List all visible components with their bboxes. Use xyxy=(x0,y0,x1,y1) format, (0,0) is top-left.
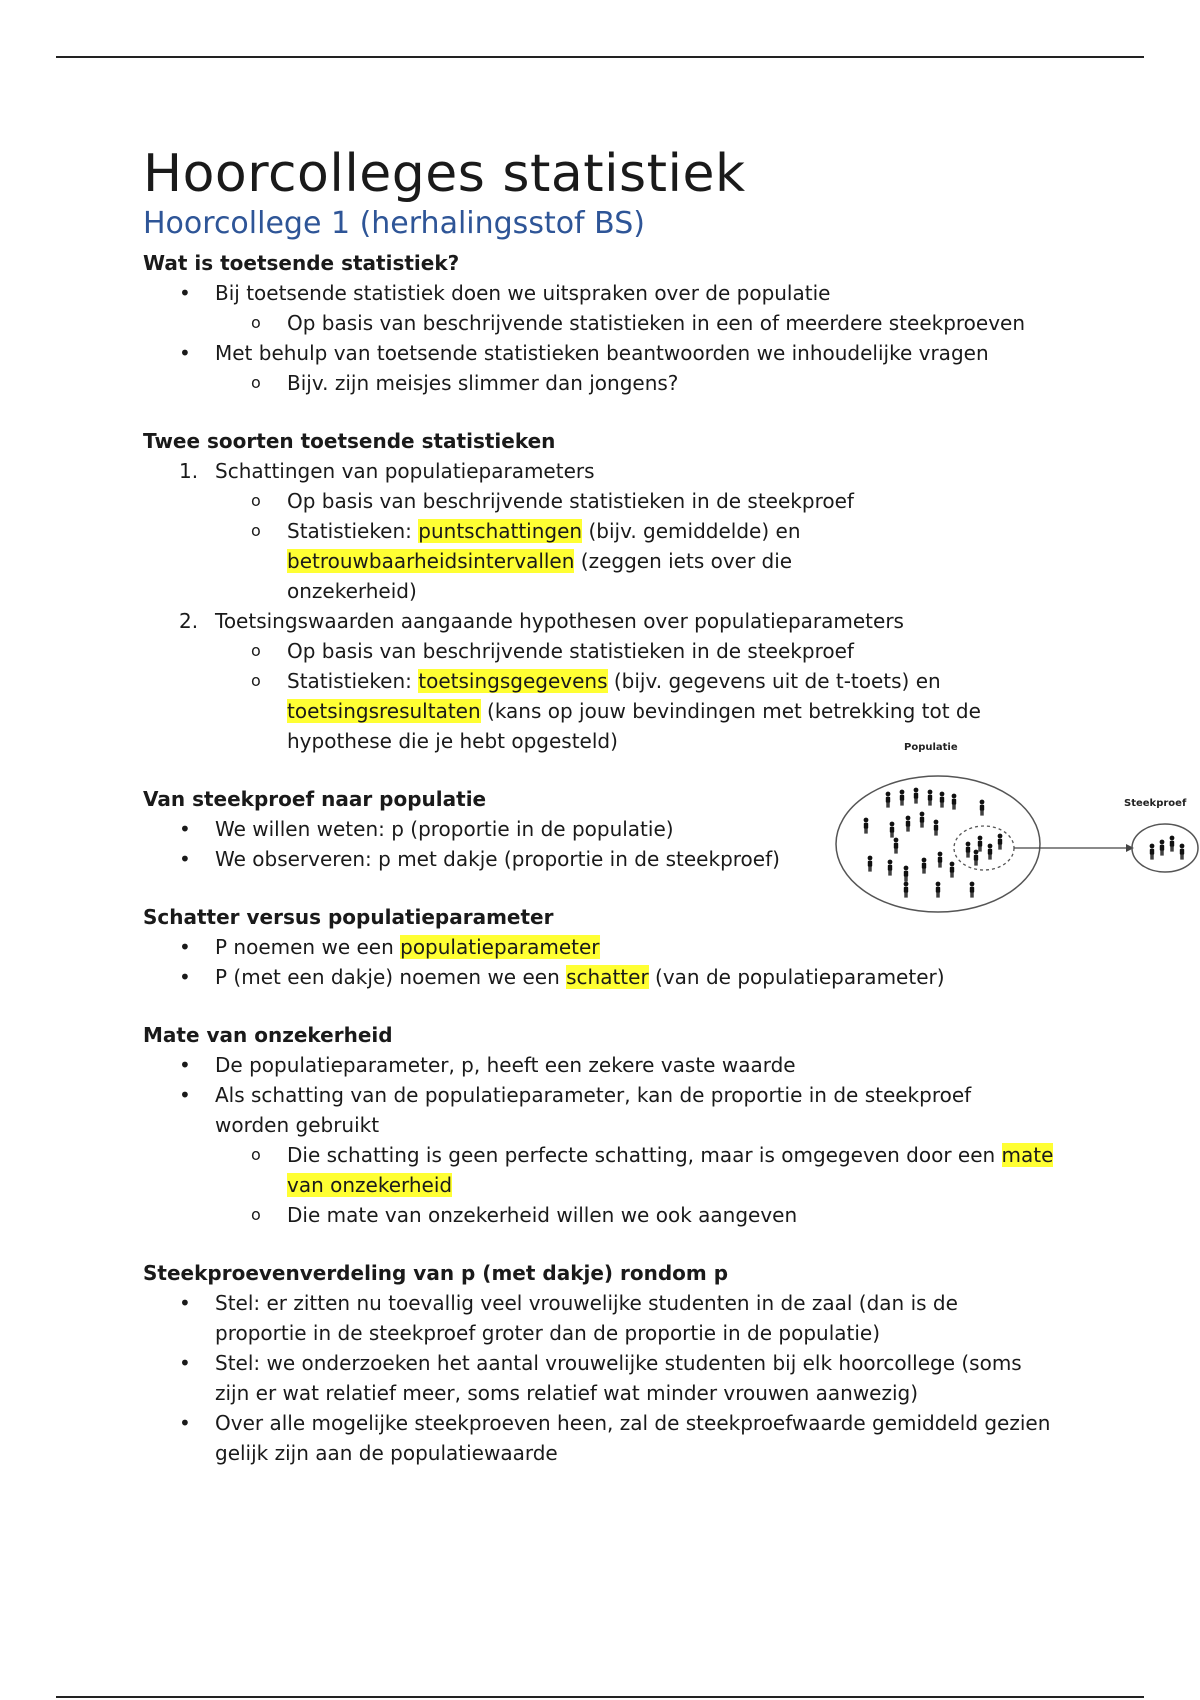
highlighted-term: toetsingsgegevens xyxy=(418,669,608,693)
bullet-marker: • xyxy=(179,1351,191,1375)
bullet-marker: • xyxy=(179,341,191,365)
bullet-marker: • xyxy=(179,817,191,841)
list-item-text: Op basis van beschrijvende statistieken in de steekproef xyxy=(287,639,854,663)
list-item xyxy=(143,932,1103,962)
bullet-list xyxy=(143,1050,1103,1230)
number-marker: 2. xyxy=(179,609,199,633)
list-item-text: Toetsingswaarden aangaande hypothesen over populatieparameters xyxy=(215,609,904,633)
highlighted-term: populatieparameter xyxy=(400,935,600,959)
list-item-text: Over alle mogelijke steekproeven heen, zal de steekproefwaarde gemiddeld gezien gelijk zijn aan de populatiewaarde xyxy=(215,1411,1051,1465)
sub-list-item xyxy=(143,486,1103,516)
section-heading: Twee soorten toetsende statistieken xyxy=(143,429,556,453)
sample-label: Steekproef xyxy=(1124,798,1187,809)
list-item xyxy=(143,1288,1055,1348)
list-item xyxy=(143,1080,1035,1140)
sub-list-item xyxy=(143,368,1103,398)
list-item-text: Bij toetsende statistiek doen we uitspraken over de populatie xyxy=(215,281,831,305)
bullet-marker: • xyxy=(179,1053,191,1077)
highlighted-term: puntschattingen xyxy=(418,519,583,543)
list-item-text: Schattingen van populatieparameters xyxy=(215,459,595,483)
bullet-marker: • xyxy=(179,1291,191,1315)
bullet-list xyxy=(143,278,1103,398)
section-steekproevenverdeling xyxy=(143,1258,1103,1468)
text-span: P (met een dakje) noemen we een xyxy=(215,965,567,989)
section-heading: Wat is toetsende statistiek? xyxy=(143,251,460,275)
sub-bullet-marker: o xyxy=(251,373,261,392)
section-onzekerheid xyxy=(143,1020,1103,1230)
list-item-text: Bijv. zijn meisjes slimmer dan jongens? xyxy=(287,371,679,395)
sample-ellipse xyxy=(1132,824,1198,872)
text-span: Statistieken: xyxy=(287,669,419,693)
text-span: (bijv. gegevens uit de t-toets) en xyxy=(607,669,941,693)
section-heading: Steekproevenverdeling van p (met dakje) rondom p xyxy=(143,1261,729,1285)
text-span: (kans op jouw bevindingen met betrekking tot de hypothese die je hebt opgesteld) xyxy=(287,699,981,753)
number-marker: 1. xyxy=(179,459,199,483)
selected-people xyxy=(966,834,1003,866)
sub-bullet-marker: o xyxy=(251,313,261,332)
list-item xyxy=(143,1408,1055,1468)
list-item xyxy=(143,1348,1055,1408)
sub-bullet-marker: o xyxy=(251,1145,261,1164)
bullet-marker: • xyxy=(179,847,191,871)
section-toetsende-statistiek xyxy=(143,248,1103,398)
list-item-text: Stel: we onderzoeken het aantal vrouwelijke studenten bij elk hoorcollege (soms zijn er wat relatief meer, soms relatief wat minder vrouwen aanwezig) xyxy=(215,1351,1022,1405)
sub-list-item xyxy=(143,1200,1103,1230)
list-item xyxy=(143,1050,1103,1080)
bullet-marker: • xyxy=(179,281,191,305)
highlighted-term: schatter xyxy=(566,965,649,989)
section-heading: Schatter versus populatieparameter xyxy=(143,905,554,929)
sub-bullet-marker: o xyxy=(251,521,261,540)
sub-bullet-marker: o xyxy=(251,491,261,510)
list-item xyxy=(143,606,1103,636)
sub-list-item xyxy=(143,516,927,606)
numbered-list xyxy=(143,456,1103,756)
bullet-list xyxy=(143,1288,1103,1468)
sub-list-item xyxy=(143,1140,1087,1200)
section-twee-soorten xyxy=(143,426,1103,756)
section-heading: Mate van onzekerheid xyxy=(143,1023,393,1047)
highlighted-term: mate van onzekerheid xyxy=(287,1143,1054,1197)
list-item xyxy=(143,278,1103,308)
document-subtitle: Hoorcollege 1 (herhalingsstof BS) xyxy=(143,206,645,241)
text-span: Die schatting is geen perfecte schatting, maar is omgegeven door een xyxy=(287,1143,1002,1167)
bullet-marker: • xyxy=(179,1083,191,1107)
list-item-text: Op basis van beschrijvende statistieken in de steekproef xyxy=(287,489,854,513)
document-title: Hoorcolleges statistiek xyxy=(143,144,746,204)
list-item-text: Die mate van onzekerheid willen we ook aangeven xyxy=(287,1203,798,1227)
sub-bullet-marker: o xyxy=(251,671,261,690)
list-item-text: Op basis van beschrijvende statistieken in een of meerdere steekproeven xyxy=(287,311,1026,335)
bullet-marker: • xyxy=(179,1411,191,1435)
list-item-text: We willen weten: p (proportie in de populatie) xyxy=(215,817,674,841)
text-span: Statistieken: xyxy=(287,519,419,543)
highlighted-term: toetsingsresultaten xyxy=(287,699,481,723)
text-span: P noemen we een xyxy=(215,935,401,959)
population-label: Populatie xyxy=(904,742,958,753)
text-span: (zeggen iets over die onzekerheid) xyxy=(287,549,793,603)
sample-selection-ellipse xyxy=(954,826,1014,870)
header-rule xyxy=(56,56,1144,58)
list-item-text: Met behulp van toetsende statistieken beantwoorden we inhoudelijke vragen xyxy=(215,341,989,365)
list-item-text: De populatieparameter, p, heeft een zekere vaste waarde xyxy=(215,1053,796,1077)
bullet-list xyxy=(143,932,1103,992)
sub-list-item xyxy=(143,636,1103,666)
bullet-marker: • xyxy=(179,965,191,989)
footer-rule xyxy=(56,1696,1144,1698)
sub-bullet-marker: o xyxy=(251,1205,261,1224)
sub-bullet-marker: o xyxy=(251,641,261,660)
text-span: (bijv. gemiddelde) en xyxy=(582,519,801,543)
highlighted-term: betrouwbaarheidsintervallen xyxy=(287,549,575,573)
bullet-marker: • xyxy=(179,935,191,959)
section-heading: Van steekproef naar populatie xyxy=(143,787,487,811)
population-sample-figure xyxy=(832,742,1200,922)
list-item-text: We observeren: p met dakje (proportie in de steekproef) xyxy=(215,847,780,871)
text-span: (van de populatieparameter) xyxy=(648,965,945,989)
population-diagram xyxy=(832,742,1200,922)
list-item-text: Stel: er zitten nu toevallig veel vrouwelijke studenten in de zaal (dan is de proportie in de steekproef groter dan de proportie in de populatie) xyxy=(215,1291,958,1345)
list-item-text: Als schatting van de populatieparameter, kan de proportie in de steekproef worden gebruikt xyxy=(215,1083,972,1137)
list-item xyxy=(143,962,1103,992)
sample-people xyxy=(1150,836,1185,860)
list-item xyxy=(143,456,1103,486)
list-item xyxy=(143,338,1103,368)
sub-list-item xyxy=(143,308,1103,338)
